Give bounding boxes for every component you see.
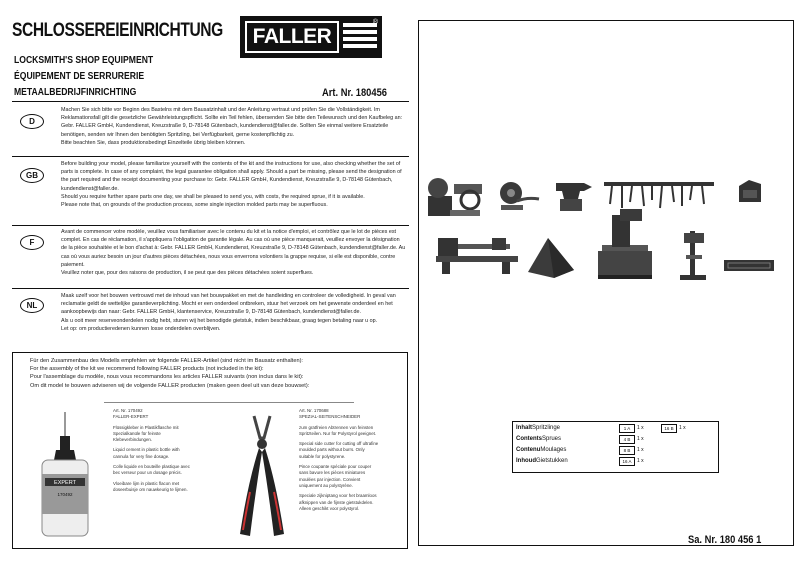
sprue-count: 1 x: [637, 425, 644, 431]
sprue-row: [513, 424, 713, 434]
subtitle-fr: ÉQUIPEMENT DE SERRURERIE: [14, 70, 145, 82]
product-art-nr: Art. Nr. 170688: [299, 408, 329, 413]
subtitle-nl: METAALBEDRIJFINRICHTING: [14, 86, 137, 98]
lang-paragraph: Avant de commencer votre modèle, veuillez vous familiariser avec le contenu du kit et la notice d'emploi, et contrôlez que le lot de pièces est complet. En cas de réclamation, il s'appliquera l'obligation de garantie légale. Au cas où une pièce manquerait, veuillez envoyer la désignation de la pièce souhaitée et le bon d'achat à: Gebr. FALLER GmbH, Kundendienst, Kreuzstraße 9, D-78148 Gütenbach, kundendienst@faller.de. Au cas où vous auriez besoin un jour d'autres pièces détachées, nous vous enverrons volontiers la grappe requise, si elle est disponible, contre paiement.: [61, 229, 406, 268]
product-cutter-info: [299, 408, 379, 516]
forge-machine-image: [422, 170, 488, 222]
sprue-cell: 4 B: [619, 435, 635, 444]
product-text: Flüssigkleber in Plastikflasche mit Spezialkanüle für feinste Klebeverbindungen.: [113, 424, 179, 443]
sprue-count: 1 x: [637, 458, 644, 464]
sprue-row-label: InhoudGietstukken: [516, 458, 568, 464]
product-text: Pince coupante spéciale pour couper sans bavure les pièces miniatures moulées par injection. Convient uniquement au polystyrène.: [299, 464, 372, 488]
logo-registered-mark: ®: [372, 19, 378, 26]
header-divider: [12, 101, 409, 102]
sprue-cell: 16 B: [661, 424, 677, 433]
product-name: SPEZIAL-SEITENSCHNEIDER: [299, 414, 361, 420]
sprue-cell: 8 B: [619, 446, 635, 455]
article-number: Art. Nr. 180456: [322, 87, 387, 99]
lang-divider: [12, 156, 409, 157]
sa-number: Sa. Nr. 180 456 1: [688, 534, 762, 546]
drill-press-image: [672, 225, 714, 283]
lang-divider: [12, 225, 409, 226]
lang-block-nl: [14, 292, 409, 348]
sprue-count: 1 x: [637, 436, 644, 442]
sprue-contents-box: [512, 421, 719, 473]
lang-paragraph: Please note that, on grounds of the production process, some single injection molded parts may be superfluous.: [61, 202, 328, 209]
product-text: Colle liquide en bouteille plastique avec bec verseur pour un dosage précis.: [113, 464, 190, 476]
sprue-row-label: ContenuMoulages: [516, 447, 567, 453]
lang-block-gb: [14, 160, 409, 226]
sprue-row-label: ContentsSprues: [516, 436, 562, 442]
lang-badge: NL: [20, 298, 44, 313]
faller-logo: [240, 16, 382, 58]
lang-badge: D: [20, 114, 44, 129]
lang-paragraph: Als u ooit meer reserveonderdelen nodig hebt, sturen wij het benodigde gietstuk, indien beschikbaar, graag tegen betaling naar u op.: [61, 317, 378, 324]
sprue-count: 1 x: [679, 425, 686, 431]
sprue-row: [513, 435, 713, 445]
lang-badge: GB: [20, 168, 44, 183]
lang-paragraph: Should you require further spare parts one day, we shall be pleased to send you, with costs, the required sprue, if it is available.: [61, 193, 365, 200]
recommendation-line: For the assembly of the kit we recommend following FALLER products (not included in the kit):: [30, 366, 264, 373]
lang-paragraph: Machen Sie sich bitte vor Beginn des Bastelns mit dem Bausatzinhalt und der Anleitung vertraut und prüfen Sie die Vollständigkeit. Im Reklamationsfall gilt die gesetzliche Gewährleistungspflicht. Sollte ein Teil fehlen, übersenden Sie bitte den Teilewunsch und den Kaufbeleg an: Gebr. FALLER GmbH, Kundendienst, Kreuzstraße 9, D-78148 Gütenbach, kundendienst@faller.de. Sollten Sie einmal weitere Ersatzteile benötigen, senden wir Ihnen den benötigten Spritzling, bei Verfügbarkeit, gerne kostenpflichtig zu.: [61, 107, 403, 138]
lang-text: [61, 160, 406, 209]
logo-wordmark: FALLER: [245, 21, 339, 53]
sign-plate-image: [722, 258, 776, 274]
bottle-number: 170492: [57, 492, 73, 497]
recommendation-divider: [104, 402, 354, 403]
side-cutter-image: [230, 412, 294, 542]
sprue-row-label: InhaltSpritzlinge: [516, 425, 561, 431]
recommendation-line: Om dit model te bouwen adviseren wij de volgende FALLER producten (maken geen deel uit van deze bouwset):: [30, 382, 310, 389]
safe-box-image: [735, 176, 765, 206]
sprue-cell: 1 A: [619, 424, 635, 433]
lang-paragraph: Veuillez noter que, pour des raisons de production, il se peut que des pièces détachées soient superflues.: [61, 270, 314, 277]
lang-paragraph: Maak uzelf voor het bouwen vertrouwd met de inhoud van het bouwpakket en met de handleiding en controleer de volledigheid. In geval van reclamatie geldt de wettelijke garantieverplichting. Mocht er een onderdeel ontbreken, stuur het verzoek om het gewenste onderdeel en het aankoopbewijs dan naar: Gebr. FALLER GmbH, klantenservice, Kreuzstraße 9, D-78148 Gütenbach, kundendienst@faller.de.: [61, 293, 396, 316]
lang-divider: [12, 288, 409, 289]
lang-badge: F: [20, 235, 44, 250]
lang-text: [61, 106, 406, 147]
subtitle-en: LOCKSMITH'S SHOP EQUIPMENT: [14, 54, 154, 66]
lang-text: [61, 292, 406, 333]
recommendation-line: Pour l'assemblage du modèle, nous vous recommandons les articles FALLER suivants (non inclus dans le kit):: [30, 374, 304, 381]
logo-bars: [343, 23, 377, 51]
product-glue-info: [113, 408, 191, 497]
product-art-nr: Art. Nr. 170492: [113, 408, 143, 413]
lang-block-d: [14, 106, 409, 154]
recommendation-line: Für den Zusammenbau des Modells empfehlen wir folgende FALLER-Artikel (sind nicht im Bausatz enthalten):: [30, 358, 303, 364]
product-text: Vloeibare lijm in plastic flacon met doseerbuisje om nauwkeurig te lijmen.: [113, 480, 188, 492]
lang-text: [61, 228, 406, 277]
lang-paragraph: Let op: om productieredenen kunnen losse onderdelen overblijven.: [61, 325, 221, 332]
product-name: FALLER-EXPERT: [113, 414, 149, 420]
lang-paragraph: Bitte beachten Sie, dass produktionsbedingt Einzelteile übrig bleiben können.: [61, 139, 246, 146]
product-text: Special side cutter for cutting off ultrafine moulded parts without burrs. Only suitable for polystyrene.: [299, 441, 379, 459]
grinding-wheel-image: [495, 175, 545, 215]
sprue-row: [513, 446, 713, 456]
product-text: Liquid cement in plastic bottle with cannula for very fine dosage.: [113, 447, 180, 459]
sprue-row: [513, 457, 713, 467]
lang-paragraph: Before building your model, please familiarize yourself with the contents of the kit and the instructions for use, also checking whether the set of parts is complete. In case of any complaint, the legal guarantee obligation shall apply. Should a part be missing, please send the designation of the part required and the receipt documenting your purchase to: Gebr. FALLER GmbH, Kundendienst, Kreuzstraße 9, D-78148 Gütenbach, kundendienst@faller.de.: [61, 161, 402, 192]
product-text: zum gratfreien Abtrennen von feinsten Spritzteilen. Nur für Polystyrol geeignet.: [299, 424, 377, 436]
pyramid-heap-image: [524, 232, 578, 282]
sprue-count: 1 x: [637, 447, 644, 453]
recommendation-intro: [30, 357, 400, 390]
milling-machine-image: [590, 205, 660, 285]
sprue-cell: 16 A: [619, 457, 635, 466]
product-text: Speciale zijkniptang voor het braamloos afknippen van de fijnste gietstukdelen. Alleen geschikt voor polystyrol.: [299, 493, 377, 511]
lang-block-f: [14, 228, 409, 290]
page-title: SCHLOSSEREIEINRICHTUNG: [12, 20, 223, 41]
lathe-image: [432, 220, 522, 276]
glue-bottle-image: [30, 410, 100, 542]
bottle-label: EXPERT: [54, 480, 76, 486]
